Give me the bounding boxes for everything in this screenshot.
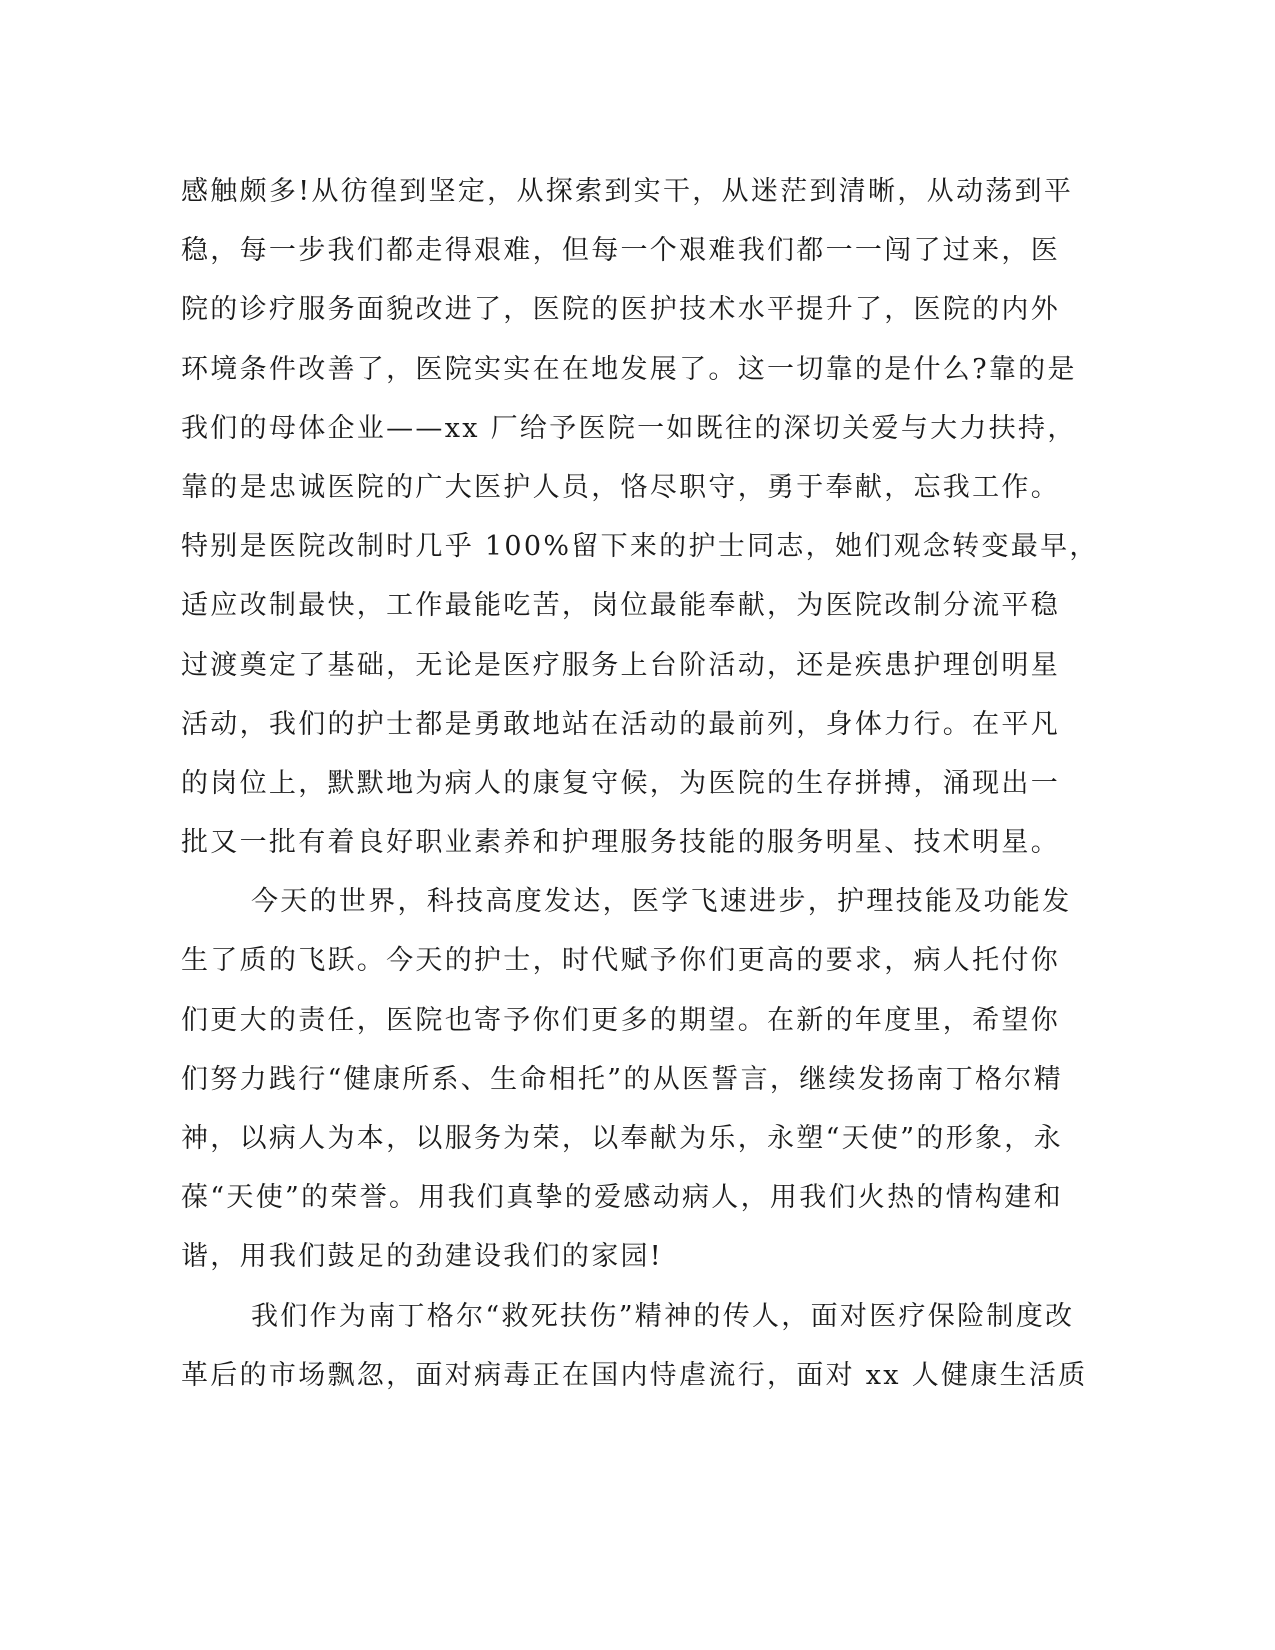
text-line: 葆“天使”的荣誉。用我们真挚的爱感动病人，用我们火热的情构建和 bbox=[181, 1182, 1063, 1214]
text-line: 们更大的责任，医院也寄予你们更多的期望。在新的年度里，希望你 bbox=[181, 1004, 1060, 1036]
text-line: 活动，我们的护士都是勇敢地站在活动的最前列，身体力行。在平凡 bbox=[181, 708, 1060, 740]
text-line: 神，以病人为本，以服务为荣，以奉献为乐，永塑“天使”的形象，永 bbox=[181, 1123, 1063, 1154]
text-line: 的岗位上，默默地为病人的康复守候，为医院的生存拼搏，涌现出一 bbox=[181, 767, 1060, 799]
text-line: 感触颇多!从彷徨到坚定，从探索到实干，从迷茫到清晰，从动荡到平 bbox=[181, 176, 1074, 207]
text-line: 谐，用我们鼓足的劲建设我们的家园! bbox=[181, 1241, 663, 1273]
text-line: 环境条件改善了，医院实实在在地发展了。这一切靠的是什么?靠的是 bbox=[181, 353, 1077, 385]
text-line: 院的诊疗服务面貌改进了，医院的医护技术水平提升了，医院的内外 bbox=[181, 294, 1060, 326]
text-line: 批又一批有着良好职业素养和护理服务技能的服务明星、技术明星。 bbox=[181, 827, 1060, 859]
text-line: 们努力践行“健康所系、生命相托”的从医誓言，继续发扬南丁格尔精 bbox=[181, 1063, 1063, 1095]
text-line: 革后的市场飘忽，面对病毒正在国内恃虐流行，面对 xx 人健康生活质 bbox=[181, 1359, 1088, 1391]
body-text bbox=[181, 162, 1099, 1405]
text-line: 过渡奠定了基础，无论是医疗服务上台阶活动，还是疾患护理创明星 bbox=[181, 649, 1060, 681]
text-line: 特别是医院改制时几乎 100%留下来的护士同志，她们观念转变最早， bbox=[181, 531, 1099, 563]
paragraph-start-line: 今天的世界，科技高度发达，医学飞速进步，护理技能及功能发 bbox=[251, 886, 1072, 918]
text-line: 稳，每一步我们都走得艰难，但每一个艰难我们都一一闯了过来，医 bbox=[181, 235, 1060, 267]
paragraph-start-line: 我们作为南丁格尔“救死扶伤”精神的传人，面对医疗保险制度改 bbox=[251, 1300, 1075, 1332]
text-line: 靠的是忠诚医院的广大医护人员，恪尽职守，勇于奉献，忘我工作。 bbox=[181, 471, 1060, 503]
text-line: 我们的母体企业——xx 厂给予医院一如既往的深切关爱与大力扶持， bbox=[181, 412, 1077, 444]
text-line: 适应改制最快，工作最能吃苦，岗位最能奉献，为医院改制分流平稳 bbox=[181, 590, 1060, 622]
text-line: 生了质的飞跃。今天的护士，时代赋予你们更高的要求，病人托付你 bbox=[181, 945, 1060, 977]
